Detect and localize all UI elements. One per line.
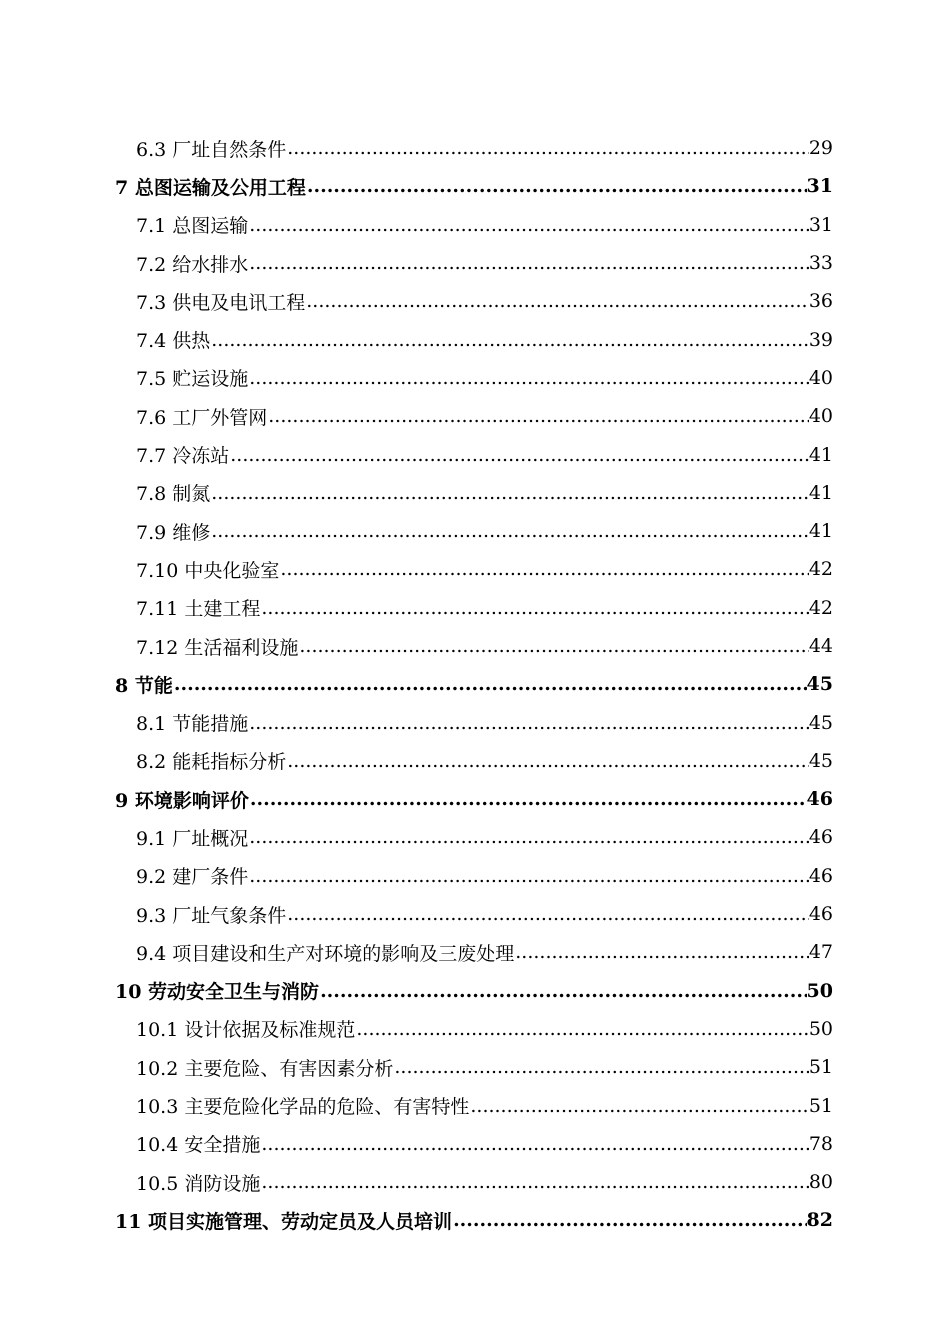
toc-dot-leader <box>320 980 806 1002</box>
toc-entry[interactable] <box>0 972 950 1010</box>
toc-dot-leader <box>394 1056 808 1078</box>
toc-entry[interactable] <box>0 244 950 282</box>
toc-entry-label: 7.9 维修 <box>136 521 211 544</box>
toc-entry-page-number: 45 <box>806 673 833 696</box>
toc-dot-leader <box>261 597 808 619</box>
toc-dot-leader <box>287 137 809 159</box>
toc-entry-label: 7.7 冷冻站 <box>136 445 230 468</box>
toc-entry-label: 10 劳动安全卫生与消防 <box>115 981 320 1004</box>
toc-entry[interactable] <box>0 435 950 473</box>
toc-dot-leader <box>261 1171 808 1193</box>
toc-dot-leader <box>356 1018 808 1040</box>
toc-entry-page-number: 41 <box>808 520 833 543</box>
toc-entry[interactable] <box>0 857 950 895</box>
toc-entry-page-number: 31 <box>806 175 833 198</box>
toc-entry-label: 9.3 厂址气象条件 <box>136 904 287 927</box>
toc-dot-leader <box>453 1209 806 1231</box>
toc-entry[interactable] <box>0 474 950 512</box>
toc-entry-label: 7.10 中央化验室 <box>136 559 280 582</box>
toc-entry-page-number: 45 <box>808 711 833 734</box>
toc-entry-label: 7.6 工厂外管网 <box>136 406 268 429</box>
toc-entry-page-number: 51 <box>808 1094 833 1117</box>
toc-dot-leader <box>249 367 809 389</box>
toc-entry-page-number: 42 <box>808 558 833 581</box>
toc-entry-label: 10.3 主要危险化学品的危险、有害特性 <box>136 1096 470 1119</box>
toc-dot-leader <box>230 444 809 466</box>
toc-entry-label: 8.2 能耗指标分析 <box>136 751 287 774</box>
toc-dot-leader <box>249 865 809 887</box>
toc-entry[interactable] <box>0 129 950 167</box>
toc-entry[interactable] <box>0 589 950 627</box>
toc-entry-page-number: 40 <box>808 366 833 389</box>
toc-entry[interactable] <box>0 512 950 550</box>
toc-entry-page-number: 40 <box>808 405 833 428</box>
toc-dot-leader <box>306 290 809 312</box>
toc-entry-label: 7.2 给水排水 <box>136 253 249 276</box>
toc-entry-label: 9.1 厂址概况 <box>136 827 249 850</box>
toc-entry-page-number: 46 <box>806 788 833 811</box>
toc-entry-page-number: 51 <box>808 1056 833 1079</box>
toc-entry-label: 10.4 安全措施 <box>136 1134 261 1157</box>
toc-dot-leader <box>268 405 809 427</box>
toc-dot-leader <box>249 252 809 274</box>
toc-entry[interactable] <box>0 933 950 971</box>
toc-entry[interactable] <box>0 397 950 435</box>
toc-entry-label: 10.1 设计依据及标准规范 <box>136 1019 356 1042</box>
toc-dot-leader <box>250 788 807 810</box>
toc-entry-page-number: 41 <box>808 443 833 466</box>
toc-entry[interactable] <box>0 1010 950 1048</box>
toc-dot-leader <box>249 214 809 236</box>
toc-entry-label: 7.4 供热 <box>136 330 211 353</box>
toc-entry[interactable] <box>0 627 950 665</box>
toc-entry-page-number: 41 <box>808 481 833 504</box>
table-of-contents <box>0 129 950 1240</box>
toc-entry-page-number: 31 <box>808 213 833 236</box>
toc-entry-label: 9.2 建厂条件 <box>136 866 249 889</box>
toc-entry[interactable] <box>0 742 950 780</box>
toc-entry-page-number: 29 <box>808 137 833 160</box>
toc-entry-label: 8 节能 <box>115 674 173 697</box>
toc-entry[interactable] <box>0 1163 950 1201</box>
toc-entry-page-number: 78 <box>808 1132 833 1155</box>
toc-entry[interactable] <box>0 1086 950 1124</box>
toc-dot-leader <box>261 1133 808 1155</box>
toc-dot-leader <box>174 673 807 695</box>
toc-entry[interactable] <box>0 895 950 933</box>
toc-entry-page-number: 50 <box>808 1017 833 1040</box>
toc-entry[interactable] <box>0 1048 950 1086</box>
toc-entry[interactable] <box>0 206 950 244</box>
toc-entry-label: 9.4 项目建设和生产对环境的影响及三废处理 <box>136 942 515 965</box>
toc-entry[interactable] <box>0 703 950 741</box>
toc-entry-page-number: 45 <box>808 749 833 772</box>
toc-entry-page-number: 42 <box>808 596 833 619</box>
toc-entry-label: 7.1 总图运输 <box>136 215 249 238</box>
toc-entry-label: 10.2 主要危险、有害因素分析 <box>136 1057 394 1080</box>
toc-entry-page-number: 82 <box>806 1209 833 1232</box>
toc-entry-page-number: 50 <box>806 979 833 1002</box>
toc-entry-label: 7.8 制氮 <box>136 483 211 506</box>
toc-entry[interactable] <box>0 818 950 856</box>
toc-entry-page-number: 46 <box>808 903 833 926</box>
toc-entry-page-number: 46 <box>808 826 833 849</box>
toc-dot-leader <box>249 826 809 848</box>
toc-entry[interactable] <box>0 359 950 397</box>
toc-dot-leader <box>515 941 809 963</box>
toc-entry-label: 7.12 生活福利设施 <box>136 636 299 659</box>
toc-dot-leader <box>280 558 808 580</box>
toc-entry[interactable] <box>0 665 950 703</box>
toc-entry-page-number: 80 <box>808 1171 833 1194</box>
toc-dot-leader <box>307 175 807 197</box>
toc-entry-page-number: 44 <box>808 635 833 657</box>
toc-entry-page-number: 47 <box>808 941 833 964</box>
toc-entry-label: 7.5 贮运设施 <box>136 368 249 391</box>
toc-dot-leader <box>299 635 808 657</box>
toc-entry-page-number: 36 <box>808 290 833 313</box>
toc-dot-leader <box>287 903 809 925</box>
toc-dot-leader <box>211 482 809 504</box>
toc-entry-label: 9 环境影响评价 <box>115 789 249 812</box>
toc-entry-page-number: 33 <box>808 252 833 275</box>
toc-entry-page-number: 46 <box>808 864 833 887</box>
toc-entry-label: 10.5 消防设施 <box>136 1172 261 1195</box>
toc-dot-leader <box>470 1095 808 1117</box>
toc-entry-label: 8.1 节能措施 <box>136 713 249 736</box>
toc-entry[interactable] <box>0 1201 950 1239</box>
toc-entry[interactable] <box>0 550 950 588</box>
toc-entry[interactable] <box>0 282 950 320</box>
toc-entry-label: 7 总图运输及公用工程 <box>115 176 306 199</box>
toc-entry-label: 6.3 厂址自然条件 <box>136 138 287 161</box>
toc-dot-leader <box>211 520 809 542</box>
toc-entry[interactable] <box>0 780 950 818</box>
toc-entry-page-number: 39 <box>808 328 833 351</box>
toc-entry-label: 7.11 土建工程 <box>136 598 261 621</box>
toc-dot-leader <box>211 329 809 351</box>
toc-entry-label: 11 项目实施管理、劳动定员及人员培训 <box>115 1210 453 1233</box>
toc-dot-leader <box>249 712 809 734</box>
toc-entry[interactable] <box>0 320 950 358</box>
toc-dot-leader <box>287 750 809 772</box>
toc-entry[interactable] <box>0 1125 950 1163</box>
toc-entry[interactable] <box>0 167 950 205</box>
toc-entry-label: 7.3 供电及电讯工程 <box>136 291 306 314</box>
